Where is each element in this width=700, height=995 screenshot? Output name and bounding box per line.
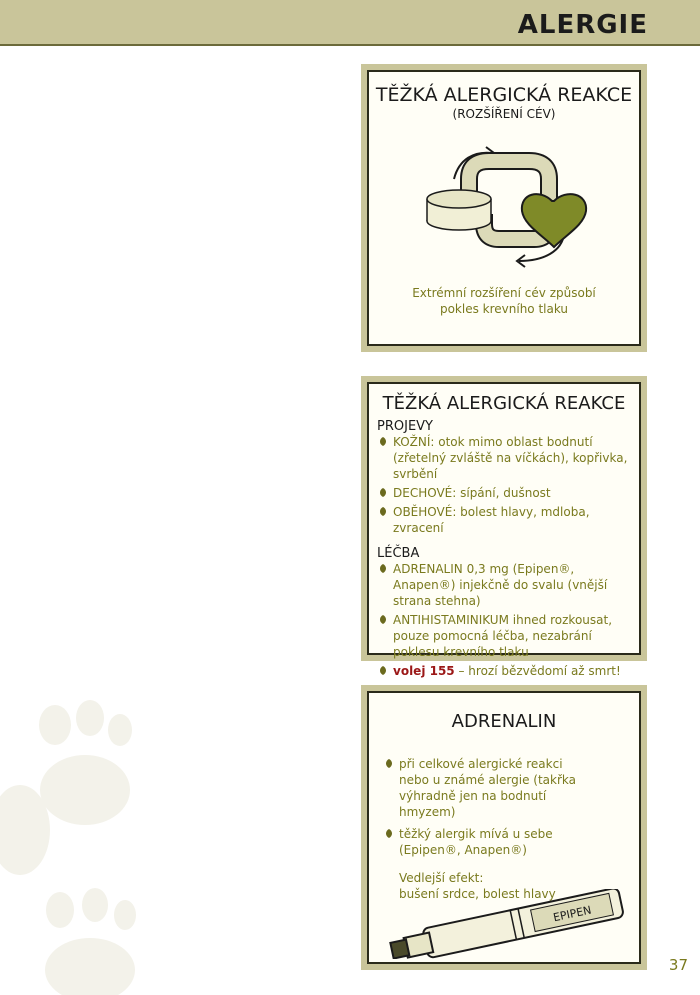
epipen-label: EPIPEN <box>552 903 593 925</box>
symptom-item <box>377 485 631 501</box>
side-effects-heading: Vedlejší efekt: <box>399 871 484 885</box>
treatment-text: ihned rozkousat, pouze pomocná léčba, nezabrání poklesu krevního tlaku <box>393 613 613 659</box>
card-vasodilation-inner <box>367 70 641 346</box>
treatment-label: ANTIHISTAMINIKUM <box>393 613 509 627</box>
treatment-item <box>377 612 631 660</box>
treatment-item <box>377 561 631 609</box>
treatment-text: 0,3 mg (Epipen®, Anapen®) injekčně do svalu (vnější strana stehna) <box>393 562 608 608</box>
emergency-call-item <box>377 663 631 679</box>
symptom-item <box>377 434 631 482</box>
side-effects-text: bušení srdce, bolest hlavy <box>399 887 556 901</box>
card-adrenalin-title: ADRENALIN <box>451 711 557 732</box>
card-vasodilation-title: TĚŽKÁ ALERGICKÁ REAKCE <box>375 84 633 106</box>
card-severe-reaction <box>361 376 647 678</box>
caption-line-1: Extrémní rozšíření cév způsobí <box>412 286 596 300</box>
leaf-bullet-icon <box>379 507 387 516</box>
leaf-bullet-icon <box>379 615 387 624</box>
adrenalin-item-text: těžký alergik mívá u sebe (Epipen®, Anapen®) <box>399 827 553 857</box>
adrenalin-item <box>383 826 595 858</box>
adrenalin-item <box>383 756 595 820</box>
leaf-bullet-icon <box>379 437 387 446</box>
treatment-label: ADRENALIN <box>393 562 463 576</box>
vasodilation-caption <box>369 285 639 317</box>
symptom-text: : bolest hlavy, mdloba, zvracení <box>393 505 590 535</box>
symptom-label: OBĚHOVÉ <box>393 505 453 519</box>
emergency-number: volej 155 <box>393 664 455 678</box>
vessel-heart-illustration <box>414 139 594 269</box>
adrenalin-list <box>383 756 625 858</box>
symptom-text: : otok mimo oblast bodnutí (zřetelný zvláště na víčkách), kopřivka, svrbění <box>393 435 628 481</box>
card-severe-reaction-title: TĚŽKÁ ALERGICKÁ REAKCE <box>382 393 626 414</box>
symptom-label: DECHOVÉ <box>393 486 453 500</box>
lecba-heading: LÉČBA <box>377 546 420 561</box>
treatment-list <box>377 561 631 679</box>
card-adrenalin <box>361 685 647 970</box>
symptoms-list <box>377 434 631 536</box>
leaf-bullet-icon <box>379 564 387 573</box>
symptom-text: : sípání, dušnost <box>452 486 551 500</box>
symptom-label: KOŽNÍ <box>393 435 431 449</box>
page-number: 37 <box>668 956 688 974</box>
leaf-bullet-icon <box>379 488 387 497</box>
epipen-illustration <box>383 889 633 959</box>
leaf-bullet-icon <box>379 666 387 675</box>
chapter-title: ALERGIE <box>517 10 648 40</box>
caption-line-2: pokles krevního tlaku <box>439 302 569 316</box>
emergency-warning: – hrozí bězvědomí až smrt! <box>454 664 621 678</box>
card-adrenalin-inner <box>367 691 641 964</box>
leaf-bullet-icon <box>385 829 393 838</box>
paw-prints-decoration <box>0 700 170 995</box>
card-vasodilation-subtitle: (ROZŠÍŘENÍ CÉV) <box>452 107 556 121</box>
card-severe-reaction-inner <box>367 382 641 678</box>
projevy-heading: PROJEVY <box>377 419 433 434</box>
leaf-bullet-icon <box>385 759 393 768</box>
card-vasodilation <box>361 64 647 352</box>
adrenalin-item-text: při celkové alergické reakci nebo u známé alergie (takřka výhradně jen na bodnutí hmyzem) <box>399 757 576 819</box>
symptom-item <box>377 504 631 536</box>
